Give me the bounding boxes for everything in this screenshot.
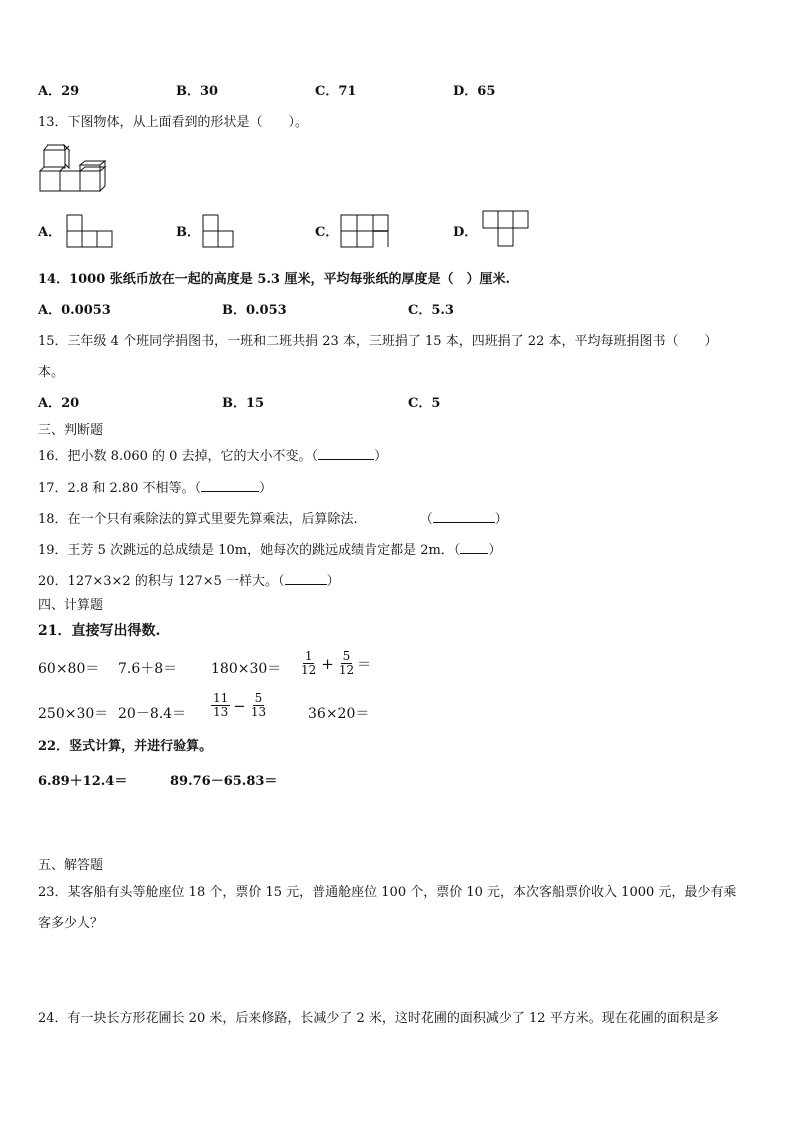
q17-text: 17．2.8 和 2.80 不相等。（: [38, 481, 202, 496]
q16-text: 16．把小数 8.060 的 0 去掉，它的大小不变。（: [38, 449, 319, 464]
q13-shape-d: [482, 210, 532, 250]
plus-sign: +: [321, 654, 334, 673]
q17: [38, 478, 272, 498]
q17-answer-blank[interactable]: [201, 478, 259, 492]
q18-text: 18．在一个只有乘除法的算式里要先算乘法，后算除法.: [38, 512, 358, 527]
q23-line2: 客多少人？: [38, 916, 104, 931]
q20-answer-blank[interactable]: [285, 571, 327, 585]
q21-expr-6: 20－8.4＝: [118, 706, 187, 722]
q16-answer-blank[interactable]: [318, 446, 374, 460]
q15-stem-line1: 15．三年级 4 个班同学捐图书，一班和二班共捐 23 本，三班捐了 15 本，四班捐了 22 本，平均每班捐图书（ ）: [38, 334, 718, 349]
q17-close: ）: [259, 481, 273, 496]
q16-close: ）: [374, 449, 388, 464]
q15-option-a: A．20: [38, 396, 80, 411]
q13-label-b: B．: [176, 225, 200, 240]
fraction-5-13: $\frac{5}{13}$: [250, 691, 267, 719]
q19-close: ）: [488, 543, 502, 558]
section5-heading: 五、解答题: [38, 858, 104, 873]
q23-line1: 23．某客船有头等舱座位 18 个，票价 15 元，普通舱座位 100 个，票价 10 元，本次客船票价收入 1000 元，最少有乘: [38, 885, 737, 900]
q12-option-b: B．30: [176, 84, 219, 99]
q22-expr-2: 89.76－65.83＝: [170, 774, 278, 789]
q21-expr-4: [298, 650, 371, 677]
q14-option-b: B．0.053: [222, 303, 287, 318]
q19: [38, 540, 501, 560]
cube-stack-figure: [38, 143, 110, 195]
equals-sign: ＝: [357, 656, 372, 673]
q21-stem: 21．直接写出得数.: [38, 623, 161, 639]
q20: [38, 571, 340, 591]
q12-option-d: D．65: [453, 84, 496, 99]
q21-expr-8: 36×20＝: [308, 706, 370, 722]
q12-option-a: A．29: [38, 84, 80, 99]
q12-option-c: C．71: [315, 84, 357, 99]
q20-close: ）: [326, 574, 340, 589]
q13-shape-c: [340, 214, 390, 248]
q22-stem: 22．竖式计算，并进行验算。: [38, 739, 213, 754]
q13-label-c: C．: [315, 225, 339, 240]
q15-stem-line2: 本。: [38, 365, 65, 380]
q14-stem: 14．1000 张纸币放在一起的高度是 5.3 厘米，平均每张纸的厚度是（ ）厘米.: [38, 272, 510, 287]
q21-expr-3: 180×30＝: [211, 661, 282, 677]
q21-expr-1: 60×80＝: [38, 661, 100, 677]
q24-line1: 24．有一块长方形花圃长 20 米，后来修路，长减少了 2 米，这时花圃的面积减少了 12 平方米。现在花圃的面积是多: [38, 1011, 719, 1026]
q22-expr-1: 6.89＋12.4＝: [38, 774, 128, 789]
q15-option-c: C．5: [408, 396, 441, 411]
q15-option-b: B．15: [222, 396, 265, 411]
q13-stem: 13．下图物体，从上面看到的形状是（ ）。: [38, 115, 309, 130]
q21-expr-5: 250×30＝: [38, 706, 109, 722]
fraction-11-13: $\frac{11}{13}$: [213, 691, 229, 719]
fraction-5-12: $\frac{5}{12}$: [338, 649, 355, 677]
q13-label-a: A．: [38, 225, 62, 240]
q18: [38, 509, 508, 529]
q20-text: 20．127×3×2 的积与 127×5 一样大。（: [38, 574, 285, 589]
section4-heading: 四、计算题: [38, 598, 104, 613]
q18-close: ）: [494, 512, 508, 527]
minus-sign: −: [233, 696, 246, 715]
q18-answer-blank[interactable]: [433, 509, 495, 523]
q21-expr-7: [210, 692, 269, 719]
section3-heading: 三、判断题: [38, 423, 104, 438]
q13-shape-a: [66, 214, 114, 248]
q13-shape-b: [202, 214, 236, 248]
q18-open: （: [419, 512, 433, 527]
q19-text: 19．王芳 5 次跳远的总成绩是 10m，她每次的跳远成绩肯定都是 2m．（: [38, 543, 461, 558]
q14-option-a: A．0.0053: [38, 303, 111, 318]
q19-answer-blank[interactable]: [460, 540, 488, 554]
q13-label-d: D．: [453, 225, 478, 240]
fraction-1-12: $\frac{1}{12}$: [301, 649, 317, 677]
q14-option-c: C．5.3: [408, 303, 454, 318]
q16: [38, 446, 387, 466]
q21-expr-2: 7.6＋8＝: [118, 661, 178, 677]
